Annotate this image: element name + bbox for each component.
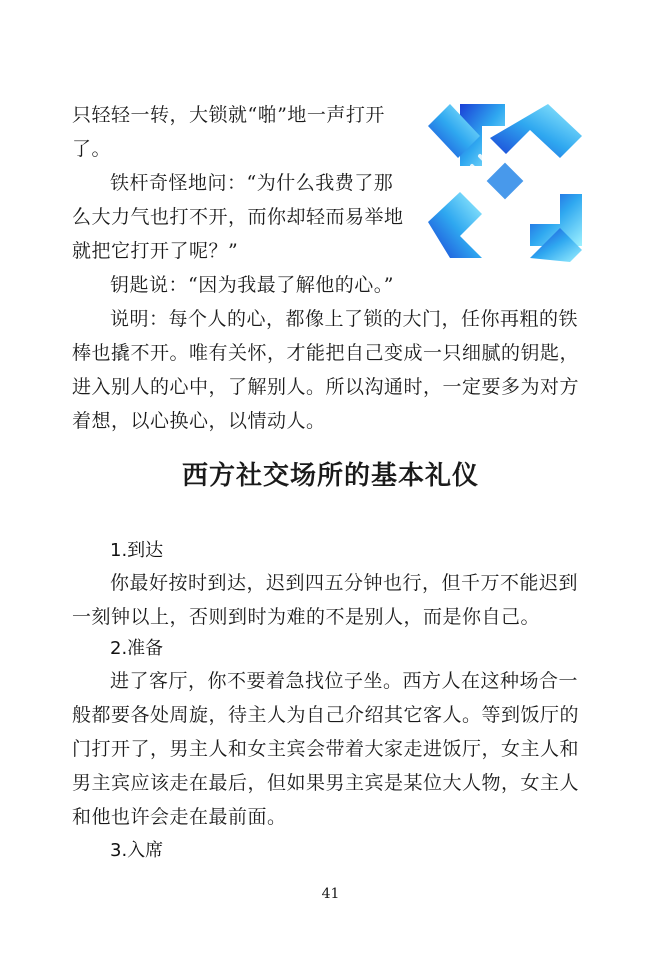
body-text-line: 着想，以心换心，以情动人。 — [72, 410, 326, 432]
body-text-line: 铁杆奇怪地问：“为什么我费了那 — [110, 172, 394, 194]
body-text-line: 你最好按时到达，迟到四五分钟也行，但千万不能迟到 — [110, 572, 579, 594]
body-text-line: 钥匙说：“因为我最了解他的心。” — [110, 274, 394, 296]
body-text-line: 和他也许会走在最前面。 — [72, 806, 287, 828]
subsection-title: 2.准备 — [110, 638, 164, 659]
body-text-line: 进入别人的心中，了解别人。所以沟通时，一定要多为对方 — [72, 376, 580, 398]
body-text-line: 般都要各处周旋，待主人为自己介绍其它客人。等到饭厅的 — [72, 704, 580, 726]
page-number: 41 — [321, 886, 340, 902]
body-text-line: 门打开了，男主人和女主宾会带着大家走进饭厅，女主人和 — [72, 738, 580, 760]
body-text-line: 棒也撬不开。唯有关怀，才能把自己变成一只细腻的钥匙， — [72, 342, 580, 364]
body-text-line: 么大力气也打不开，而你却轻而易举地 — [72, 206, 404, 228]
subsection-title: 3.入席 — [110, 840, 164, 861]
body-text-line: 进了客厅，你不要着急找位子坐。西方人在这种场合一 — [110, 670, 579, 692]
body-text-line: 一刻钟以上，否则到时为难的不是别人，而是你自己。 — [72, 606, 541, 628]
subsection-title: 1.到达 — [110, 540, 164, 561]
interlocking-arrows-emblem-icon — [420, 96, 590, 264]
section-heading: 西方社交场所的基本礼仪 — [181, 461, 479, 491]
body-text-line: 就把它打开了呢？” — [72, 240, 239, 262]
body-text-line: 男主宾应该走在最后，但如果男主宾是某位大人物，女主人 — [72, 772, 580, 794]
body-text-line: 说明：每个人的心，都像上了锁的大门，任你再粗的铁 — [110, 308, 579, 330]
body-text-line: 了。 — [72, 138, 112, 160]
body-text-line: 只轻轻一转，大锁就“啪”地一声打开 — [72, 104, 385, 126]
